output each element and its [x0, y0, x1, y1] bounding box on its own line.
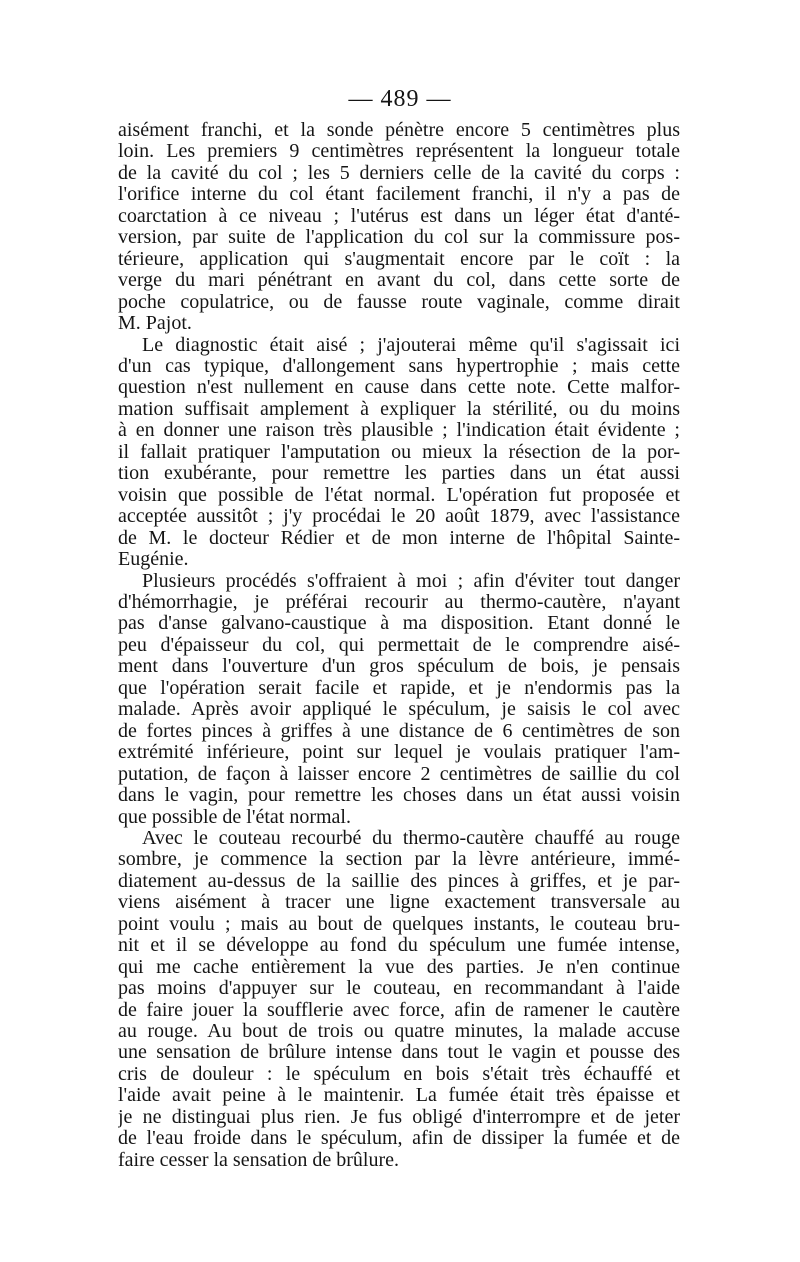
text-line: je ne distinguai plus rien. Je fus obligé d'interrompre et de jeter: [118, 1106, 680, 1128]
text-line: loin. Les premiers 9 centimètres représentent la longueur totale: [118, 141, 680, 163]
text-line: Avec le couteau recourbé du thermo-cautère chauffé au rouge: [142, 827, 680, 849]
text-line: faire cesser la sensation de brûlure.: [118, 1149, 399, 1171]
text-line: pas moins d'appuyer sur le couteau, en recommandant à l'aide: [118, 978, 680, 1000]
text-line: l'orifice interne du col étant facilement franchi, il n'y a pas de: [118, 184, 680, 206]
text-line: voisin que possible de l'état normal. L'opération fut proposée et: [118, 484, 680, 506]
text-line: l'aide avait peine à le maintenir. La fumée était très épaisse et: [118, 1085, 680, 1107]
text-line: point voulu ; mais au bout de quelques instants, le couteau bru-: [118, 913, 680, 935]
body-text: [118, 120, 680, 1171]
text-line: Eugénie.: [118, 549, 189, 571]
paragraph: [118, 828, 680, 1171]
text-line: de l'eau froide dans le spéculum, afin de dissiper la fumée et de: [118, 1128, 680, 1150]
text-line: malade. Après avoir appliqué le spéculum, je saisis le col avec: [118, 699, 680, 721]
text-line: d'un cas typique, d'allongement sans hypertrophie ; mais cette: [118, 355, 680, 377]
paragraph: [118, 335, 680, 571]
text-line: diatement au-dessus de la saillie des pinces à griffes, et je par-: [118, 870, 680, 892]
text-line: d'hémorrhagie, je préférai recourir au thermo-cautère, n'ayant: [118, 591, 680, 613]
text-line: à en donner une raison très plausible ; l'indication était évidente ;: [118, 420, 680, 442]
text-line: de faire jouer la soufflerie avec force, afin de ramener le cautère: [118, 999, 680, 1021]
text-line: mation suffisait amplement à expliquer la stérilité, ou du moins: [118, 398, 680, 420]
text-line: aisément franchi, et la sonde pénètre encore 5 centimètres plus: [118, 120, 680, 141]
text-line: version, par suite de l'application du col sur la commissure pos-: [118, 227, 680, 249]
paragraph: [118, 120, 680, 335]
text-line: acceptée aussitôt ; j'y procédai le 20 août 1879, avec l'assistance: [118, 506, 680, 528]
text-line: qui me cache entièrement la vue des parties. Je n'en continue: [118, 956, 680, 978]
text-line: térieure, application qui s'augmentait encore par le coït : la: [118, 248, 680, 270]
text-line: que possible de l'état normal.: [118, 806, 351, 828]
text-line: ment dans l'ouverture d'un gros spéculum de bois, je pensais: [118, 656, 680, 678]
text-line: question n'est nullement en cause dans cette note. Cette malfor-: [118, 377, 680, 399]
text-line: coarctation à ce niveau ; l'utérus est dans un léger état d'anté-: [118, 205, 680, 227]
text-line: une sensation de brûlure intense dans tout le vagin et pousse des: [118, 1042, 680, 1064]
text-line: extrémité inférieure, point sur lequel je voulais pratiquer l'am-: [118, 742, 680, 764]
text-line: M. Pajot.: [118, 313, 192, 335]
text-line: Plusieurs procédés s'offraient à moi ; afin d'éviter tout danger: [142, 570, 680, 592]
text-line: peu d'épaisseur du col, qui permettait de le comprendre aisé-: [118, 634, 680, 656]
text-line: putation, de façon à laisser encore 2 centimètres de saillie du col: [118, 763, 680, 785]
text-line: il fallait pratiquer l'amputation ou mieux la résection de la por-: [118, 441, 680, 463]
text-line: pas d'anse galvano-caustique à ma disposition. Etant donné le: [118, 613, 680, 635]
text-line: dans le vagin, pour remettre les choses dans un état aussi voisin: [118, 785, 680, 807]
text-line: Le diagnostic était aisé ; j'ajouterai même qu'il s'agissait ici: [142, 334, 680, 356]
text-line: nit et il se développe au fond du spéculum une fumée intense,: [118, 935, 680, 957]
text-line: de fortes pinces à griffes à une distance de 6 centimètres de son: [118, 720, 680, 742]
text-line: au rouge. Au bout de trois ou quatre minutes, la malade accuse: [118, 1021, 680, 1043]
text-line: verge du mari pénétrant en avant du col, dans cette sorte de: [118, 270, 680, 292]
text-line: que l'opération serait facile et rapide, et je n'endormis pas la: [118, 677, 680, 699]
text-line: cris de douleur : le spéculum en bois s'était très échauffé et: [118, 1063, 680, 1085]
text-line: tion exubérante, pour remettre les parties dans un état aussi: [118, 463, 680, 485]
page-number: — 489 —: [348, 86, 452, 112]
text-line: sombre, je commence la section par la lèvre antérieure, immé-: [118, 849, 680, 871]
text-line: viens aisément à tracer une ligne exactement transversale au: [118, 892, 680, 914]
text-line: de M. le docteur Rédier et de mon interne de l'hôpital Sainte-: [118, 527, 680, 549]
text-line: de la cavité du col ; les 5 derniers celle de la cavité du corps :: [118, 162, 680, 184]
text-line: poche copulatrice, ou de fausse route vaginale, comme dirait: [118, 291, 680, 313]
paragraph: [118, 571, 680, 828]
